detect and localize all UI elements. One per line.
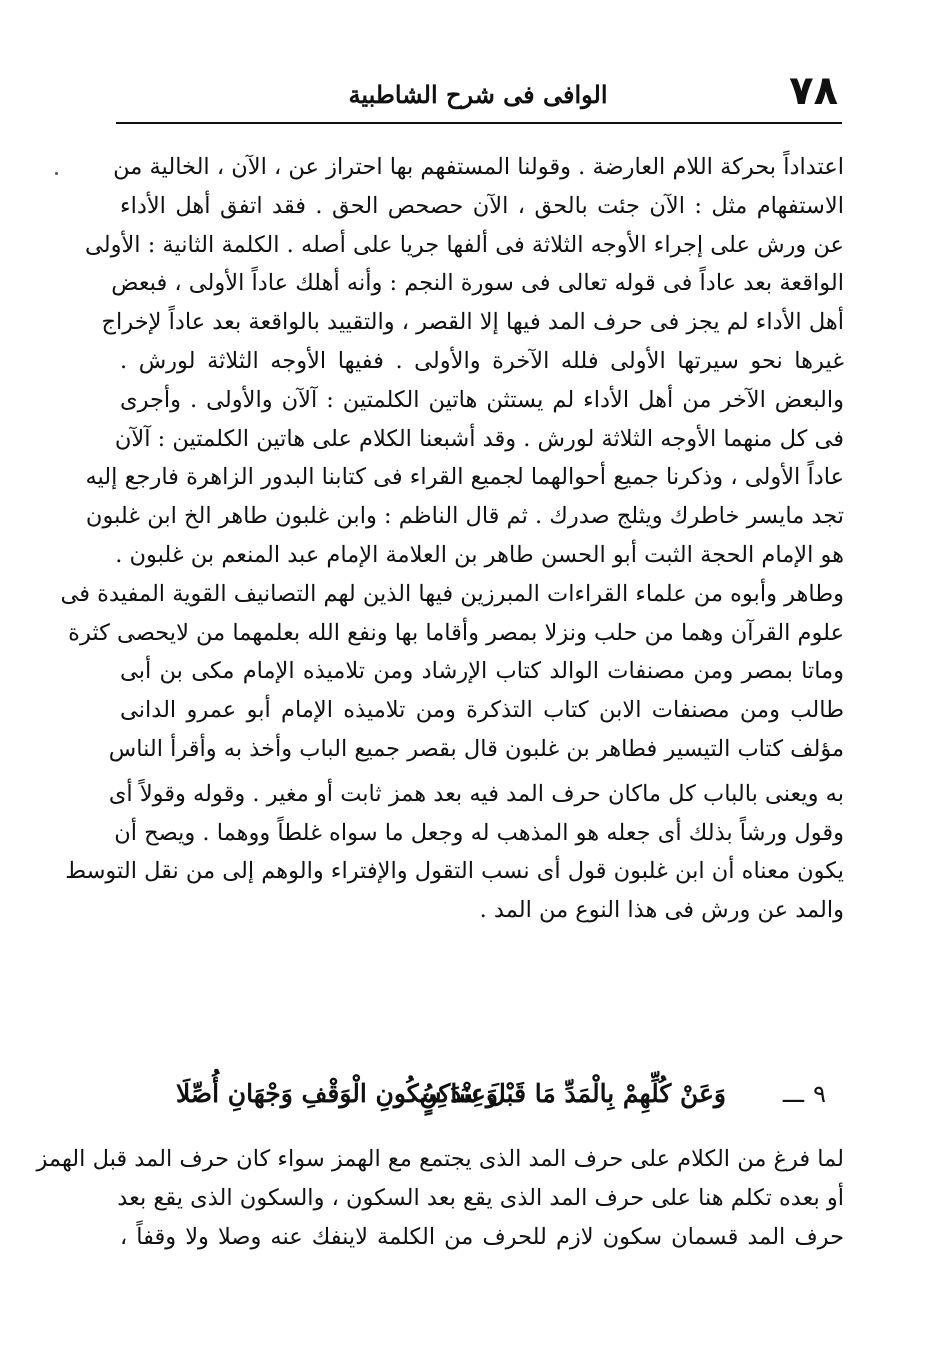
text-line: به ويعنى بالباب كل ماكان حرف المد فيه بعد همز ثابت أو مغير . وقوله وقولاً أى [108, 780, 844, 807]
text-line: مؤلف كتاب التيسير فطاهر بن غلبون قال بقصر جميع الباب وأخذ به وأقرأ الناس [108, 735, 844, 762]
text-line: والبعض الآخر من أهل الأداء لم يستثن هاتين الكلمتين : آلآن والأولى . وأجرى [120, 386, 844, 413]
verse-first-hemistich: وَعَنْ كُلِّهِمْ بِالْمَدِّ مَا قَبْلَ سَاكِنٍ [419, 1079, 726, 1108]
text-line: غيرها نحو سيرتها الأولى فلله الآخرة والأولى . ففيها الأوجه الثلاثة لورش . [120, 347, 844, 374]
text-line: لما فرغ من الكلام على حرف المد الذى يجتمع مع الهمز سواء كان حرف المد قبل الهمز [36, 1146, 844, 1172]
verse-dash: ـــ [782, 1080, 804, 1108]
verse-second-hemistich: وَعِنْدَ سُكُونِ الْوَقْفِ وَجْهَانِ أُصِّلَا [176, 1079, 498, 1108]
running-title: الوافى فى شرح الشاطبية [348, 80, 608, 109]
scan-speck [55, 172, 58, 175]
text-line: وقول ورشاً بذلك أى جعله هو المذهب له وجعل ما سواه غلطاً ووهما . ويصح أن [114, 819, 844, 846]
text-line: وطاهر وأبوه من علماء القراءات المبرزين فيها الذين لهم التصانيف القوية المفيدة فى [60, 580, 844, 607]
text-line: حرف المد قسمان سكون لازم للحرف من الكلمة لاينفك عنه وصلا ولا وقفاً ، [120, 1223, 844, 1250]
text-line: تجد مايسر خاطرك ويثلج صدرك . ثم قال الناظم : وابن غلبون طاهر الخ ابن غلبون [85, 503, 844, 530]
header-rule [116, 122, 842, 124]
verse-number: ٩ [813, 1080, 826, 1108]
text-line: فى كل منهما الأوجه الثلاثة لورش . وقد أشبعنا الكلام على هاتين الكلمتين : آلآن [114, 425, 844, 452]
commentary-text [36, 1140, 844, 1256]
poem-verse [176, 1072, 826, 1116]
text-line: الواقعة بعد عاداً فى قوله تعالى فى سورة النجم : وأنه أهلك عاداً الأولى ، فبعض [111, 270, 844, 297]
text-line: عن ورش على إجراء الأوجه الثلاثة فى ألفها جريا على أصله . الكلمة الثانية : الأولى [84, 231, 844, 258]
page-number: ٧٨ [789, 68, 838, 114]
text-line: أهل الأداء لم يجز فى حرف المد فيها إلا القصر ، والتقييد بالواقعة بعد عاداً لإخراج [101, 309, 844, 336]
text-line: الاستفهام مثل : الآن جئت بالحق ، الآن حصحص الحق . فقد اتفق أهل الأداء [120, 192, 844, 219]
text-line: أو بعده تكلم هنا على حرف المد الذى يقع بعد السكون ، والسكون الذى يقع بعد [117, 1184, 844, 1211]
text-line: عاداً الأولى ، وذكرنا جميع أحوالهما لجميع القراء فى كتابنا البدور الزاهرة فارجع إليه [85, 464, 844, 491]
text-line: والمد عن ورش فى هذا النوع من المد . [479, 897, 844, 924]
text-line: هو الإمام الحجة الثبت أبو الحسن طاهر بن العلامة الإمام عبد المنعم بن غلبون . [115, 541, 844, 568]
text-line: وماتا بمصر ومن مصنفات الوالد كتاب الإرشاد ومن تلاميذه الإمام مكى بن أبى [120, 658, 844, 685]
text-line: طالب ومن مصنفات الابن كتاب التذكرة ومن تلاميذه الإمام أبو عمرو الدانى [120, 697, 844, 724]
text-line: علوم القرآن وهما من حلب ونزلا بمصر وأقاما بها ونفع الله بعلمهما من لايحصى كثرة [68, 619, 844, 646]
text-line: اعتداداً بحركة اللام العارضة . وقولنا المستفهم بها احتراز عن ، الآن ، الخالية من [113, 154, 844, 180]
text-line: يكون معناه أن ابن غلبون قول أى نسب التقول والإفتراء والوهم إلى من نقل التوسط [65, 858, 844, 885]
page-header [118, 70, 838, 120]
body-text [60, 148, 844, 930]
